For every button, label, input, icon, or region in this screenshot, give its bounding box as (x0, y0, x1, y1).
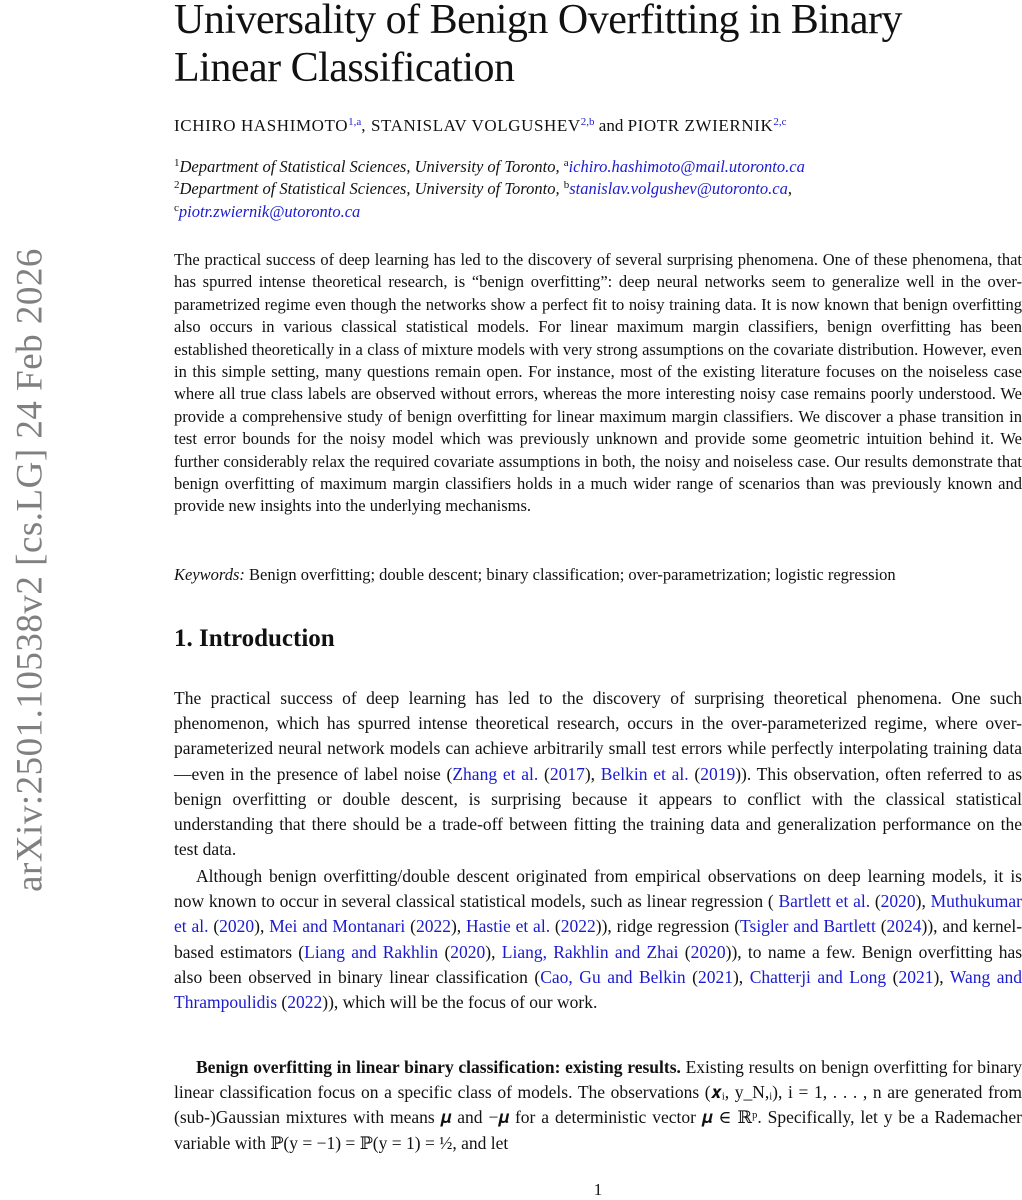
citation-link[interactable]: Belkin et al. (600, 763, 689, 784)
citation-link[interactable]: Chatterji and Long (749, 966, 887, 987)
citation-link[interactable]: Liang and Rakhlin (304, 941, 439, 962)
email-link[interactable]: stanislav.volgushev@utoronto.ca (569, 179, 788, 198)
email-link[interactable]: piotr.zwiernik@utoronto.ca (178, 202, 361, 221)
email-link[interactable]: ichiro.hashimoto@mail.utoronto.ca (568, 157, 805, 176)
author-affil-link[interactable]: 2,c (773, 116, 787, 128)
citation-link[interactable]: Zhang et al. (452, 763, 539, 784)
citation-year-link[interactable]: 2022 (287, 992, 323, 1013)
citation-year-link[interactable]: 2020 (690, 941, 726, 962)
citation-link[interactable]: Mei and Montanari (269, 916, 406, 937)
text: Although benign overfitting/double descent originated from empirical observations on deep learning models, it is now known to occur in several classical statistical models, such as linear regression ( (174, 866, 1022, 912)
author-name: STANISLAV VOLGUSHEV (370, 116, 581, 135)
email-marker: b (563, 179, 570, 191)
citation-year-link[interactable]: 2022 (415, 916, 451, 937)
affil-number: 2 (174, 179, 180, 191)
citation-year-link[interactable]: 2020 (880, 891, 916, 912)
author-affil-link[interactable]: 1,a (348, 116, 362, 128)
author-list (174, 116, 787, 136)
text: ), (584, 763, 601, 784)
paper-title (174, 0, 1022, 92)
arxiv-stamp: arXiv:2501.10538v2 [cs.LG] 24 Feb 2026 (9, 248, 51, 892)
citation-year-link[interactable]: 2017 (549, 763, 585, 784)
intro-paragraph-2: Although benign overfitting/double descent originated from empirical observations on deep learning models, it is now known to occur in several classical statistical models, such as linear regression ( Bartlett et al. (2020), Muthukumar et al. (2020), Mei and Montanari (2022), Hastie et al. (2022)), ridge regression (Tsigler and Bartlett (2024)), and kernel-based estimators (Liang and Rakhlin (2020), Liang, Rakhlin and Zhai (2020)), to name a few. Benign overfitting has also been observed in binary linear classification (Cao, Gu and Belkin (2021), Chatterji and Long (2021), Wang and Thrampoulidis (2022)), which will be the focus of our work. (174, 866, 1022, 1013)
arxiv-sidebar (0, 190, 60, 950)
affil-number: 1 (174, 157, 180, 169)
keywords (174, 565, 896, 585)
title-line-1: Universality of Benign Overfitting in Binary (174, 0, 903, 43)
citation-year-link[interactable]: 2021 (697, 966, 733, 987)
text: ( (688, 763, 701, 784)
text: The practical success of deep learning has led to the discovery of surprising theoretical phenomena. One such phenomenon, which has spurred intense theoretical research, occurs in the over-parameterized regime, where over-parameterized neural network models can achieve arbitrarily small test errors while perfectly interpolating training data—even in the presence of label noise ( (174, 688, 1022, 784)
citation-link[interactable]: Hastie et al. (466, 916, 551, 937)
affil-text: Department of Statistical Sciences, University of Toronto, (179, 179, 560, 198)
text: Existing results on benign overfitting for binary linear classification focus on a specific class of models. The observations (𝒙ᵢ, y_N,ᵢ), i = 1, . . . , n are generated from (sub-)Gaussian mixtures with means 𝝁 and −𝝁 for a deterministic vector 𝝁 ∈ ℝᵖ. Specifically, let y be a Rademacher variable with ℙ(y = −1) = ℙ(y = 1) = ½, and let (174, 1057, 1022, 1153)
author-name: PIOTR ZWIERNIK (627, 116, 774, 135)
citation-link[interactable]: Cao, Gu and Belkin (540, 966, 686, 987)
keywords-label: Keywords: (174, 565, 245, 584)
intro-paragraph-3 (174, 1055, 1022, 1156)
section-heading: 1. Introduction (174, 625, 335, 652)
abstract: The practical success of deep learning has led to the discovery of several surprising phenomena. One of these phenomena, that has spurred intense theoretical research, is “benign overfitting”: deep neural networks seem to generalize well in the over-parametrized regime even though the networks show a perfect fit to noisy training data. It is now known that benign overfitting also occurs in various classical statistical models. For linear maximum margin classifiers, benign overfitting has been established theoretically in a class of mixture models with very strong assumptions on the covariate distribution. However, even in this simple setting, many questions remain open. For instance, most of the existing literature focuses on the noiseless case where all true class labels are observed without errors, whereas the more interesting noisy case remains poorly understood. We provide a comprehensive study of benign overfitting for linear maximum margin classifiers. We discover a phase transition in test error bounds for the noisy model which was previously unknown and provide some geometric intuition behind it. We further considerably relax the required covariate assumptions in both, the noisy and noiseless case. Our results demonstrate that benign overfitting of maximum margin classifiers holds in a much wider range of scenarios than was previously known and provide new insights into the underlying mechanisms. (174, 250, 1022, 516)
text: ( (538, 763, 550, 784)
title-line-2: Linear Classification (174, 45, 515, 91)
citation-link[interactable]: Wang and Thrampoulidis (174, 966, 1022, 1013)
intro-paragraph-1 (174, 686, 1022, 862)
citation-link[interactable]: Muthukumar et al. (174, 891, 1022, 937)
citation-year-link[interactable]: 2021 (898, 966, 934, 987)
paper-page (174, 0, 1022, 1199)
keywords-list: Benign overfitting; double descent; binary classification; over-parametrization; logistic regression (249, 565, 896, 584)
citation-year-link[interactable]: 2024 (886, 916, 922, 937)
text: )), which will be the focus of our work. (322, 992, 598, 1013)
citation-year-link[interactable]: 2019 (700, 763, 736, 784)
email-marker: a (563, 157, 569, 169)
author-affil-link[interactable]: 2,b (580, 116, 595, 128)
separator: and (594, 116, 628, 135)
affil-text: Department of Statistical Sciences, University of Toronto, (179, 157, 560, 176)
citation-link[interactable]: Liang, Rakhlin and Zhai (501, 941, 679, 962)
punct: , (787, 179, 792, 198)
text: )), to name a few. Benign overfitting has also been observed in binary linear classification ( (174, 941, 1022, 987)
citation-year-link[interactable]: 2020 (219, 916, 255, 937)
citation-link[interactable]: Bartlett et al. (778, 891, 871, 912)
text: )). This observation, often referred to as benign overfitting or double descent, is surprising because it appears to conflict with the classical statistical understanding that there should be a trade-off between fitting the training data and generalization performance on the test data. (174, 763, 1022, 860)
citation-year-link[interactable]: 2022 (560, 916, 596, 937)
email-marker: c (174, 202, 179, 214)
citation-link[interactable]: Tsigler and Bartlett (740, 916, 876, 937)
run-in-heading: Benign overfitting in linear binary classification: existing results. (196, 1057, 681, 1077)
separator: , (361, 116, 371, 135)
text: )), and kernel-based estimators ( (174, 916, 1022, 962)
author-name: ICHIRO HASHIMOTO (174, 116, 349, 135)
citation-year-link[interactable]: 2020 (450, 941, 486, 962)
text: ), ridge regression ( (601, 916, 741, 937)
page-number: 1 (593, 1180, 603, 1199)
affiliation-3 (174, 197, 360, 223)
